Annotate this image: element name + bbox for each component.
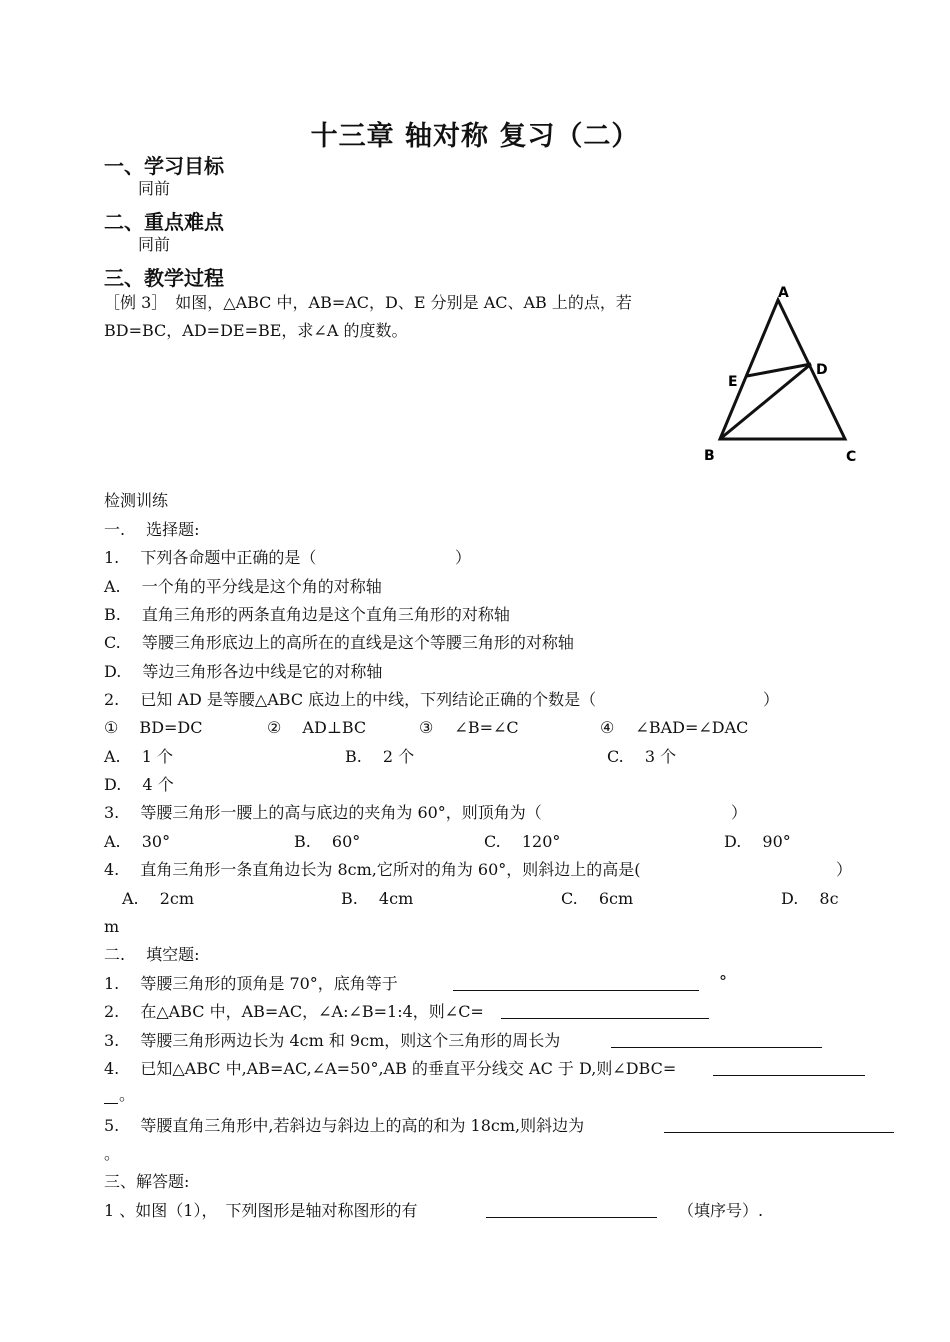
choice-q4-opt-c: C. 6cm <box>561 889 634 908</box>
choice-q4-opt-d: D. 8c <box>781 889 839 908</box>
fill-q2-text: 2. 在△ABC 中，AB=AC，∠A:∠B=1:4，则∠C= <box>104 1002 484 1021</box>
choice-q4-opt-b: B. 4cm <box>341 889 414 908</box>
page-title: 十三章 轴对称 复习（二） <box>310 121 640 152</box>
fill-heading: 二. 填空题: <box>104 945 200 964</box>
label-b: B <box>704 448 715 464</box>
fill-q1-text: 1. 等腰三角形的顶角是 70°，底角等于 <box>104 974 398 993</box>
choice-q4-opt-a: A. 2cm <box>122 889 195 908</box>
choice-q2-item-4: ④ ∠BAD=∠DAC <box>600 718 749 737</box>
choice-heading: 一. 选择题: <box>104 520 200 539</box>
fill-q5-blank <box>664 1116 894 1133</box>
section-heading-goals: 一、学习目标 <box>104 154 224 178</box>
choice-q3-stem: 3. 等腰三角形一腰上的高与底边的夹角为 60°，则顶角为（ <box>104 803 542 822</box>
label-a: A <box>778 285 789 301</box>
choice-q2-item-1: ① BD=DC <box>104 718 203 737</box>
choice-q3-opt-c: C. 120° <box>484 832 561 851</box>
fill-q4-blank <box>713 1059 865 1076</box>
solve-q1-blank <box>486 1201 657 1218</box>
choice-q1-opt-b: B. 直角三角形的两条直角边是这个直角三角形的对称轴 <box>104 605 510 624</box>
section-body-goals: 同前 <box>138 179 171 198</box>
fill-q4-text: 4. 已知△ABC 中,AB=AC,∠A=50°,AB 的垂直平分线交 AC 于 D,则∠DBC= <box>104 1059 677 1078</box>
fill-q4-tail: 。 <box>119 1085 136 1104</box>
choice-q3-close: ） <box>731 803 748 822</box>
choice-q4-stem: 4. 直角三角形一条直角边长为 8cm,它所对的角为 60°，则斜边上的高是( <box>104 860 641 879</box>
section-body-keypoints: 同前 <box>138 235 171 254</box>
fill-q1-tail: ° <box>719 972 727 991</box>
solve-heading: 三、解答题: <box>104 1172 190 1191</box>
choice-q1-opt-d: D. 等边三角形各边中线是它的对称轴 <box>104 662 383 681</box>
solve-q1-text: 1 、如图（1）， 下列图形是轴对称图形的有 <box>104 1201 418 1220</box>
section-heading-process: 三、教学过程 <box>104 266 224 290</box>
label-e: E <box>728 374 738 390</box>
fill-q5-text: 5. 等腰直角三角形中,若斜边与斜边上的高的和为 18cm,则斜边为 <box>104 1116 585 1135</box>
fill-q3-blank <box>611 1031 822 1048</box>
example-line-1: ［例 3］ 如图，△ABC 中，AB=AC，D、E 分别是 AC、AB 上的点，若 <box>104 293 632 312</box>
triangle-figure <box>700 280 870 470</box>
choice-q2-opt-a: A. 1 个 <box>104 747 173 766</box>
solve-q1-tail: （填序号）. <box>678 1201 764 1220</box>
choice-q2-opt-b: B. 2 个 <box>345 747 415 766</box>
choice-q1-opt-c: C. 等腰三角形底边上的高所在的直线是这个等腰三角形的对称轴 <box>104 633 574 652</box>
choice-q2-opt-d: D. 4 个 <box>104 775 174 794</box>
label-c: C <box>846 449 857 465</box>
choice-q2-opt-c: C. 3 个 <box>607 747 677 766</box>
choice-q2-item-3: ③ ∠B=∠C <box>419 718 519 737</box>
choice-q2-close: ） <box>763 690 780 709</box>
fill-q4-blank-wrap <box>104 1087 118 1104</box>
fill-q2-blank <box>501 1002 709 1019</box>
fill-q5-tail: 。 <box>104 1144 121 1163</box>
practice-heading: 检测训练 <box>104 491 169 510</box>
choice-q4-wrap: m <box>104 917 120 936</box>
choice-q4-close: ） <box>836 860 853 879</box>
choice-q2-stem: 2. 已知 AD 是等腰△ABC 底边上的中线，下列结论正确的个数是（ <box>104 690 597 709</box>
choice-q3-opt-d: D. 90° <box>724 832 791 851</box>
choice-q1-close: ） <box>455 548 472 567</box>
choice-q3-opt-b: B. 60° <box>294 832 361 851</box>
example-line-2: BD=BC，AD=DE=BE，求∠A 的度数。 <box>104 321 408 340</box>
fill-q3-text: 3. 等腰三角形两边长为 4cm 和 9cm，则这个三角形的周长为 <box>104 1031 561 1050</box>
choice-q2-item-2: ② AD⊥BC <box>267 718 367 737</box>
choice-q1-stem: 1. 下列各命题中正确的是（ <box>104 548 317 567</box>
label-d: D <box>816 362 828 378</box>
section-heading-keypoints: 二、重点难点 <box>104 210 224 234</box>
fill-q1-blank <box>453 974 699 991</box>
choice-q3-opt-a: A. 30° <box>104 832 171 851</box>
choice-q1-opt-a: A. 一个角的平分线是这个角的对称轴 <box>104 577 382 596</box>
